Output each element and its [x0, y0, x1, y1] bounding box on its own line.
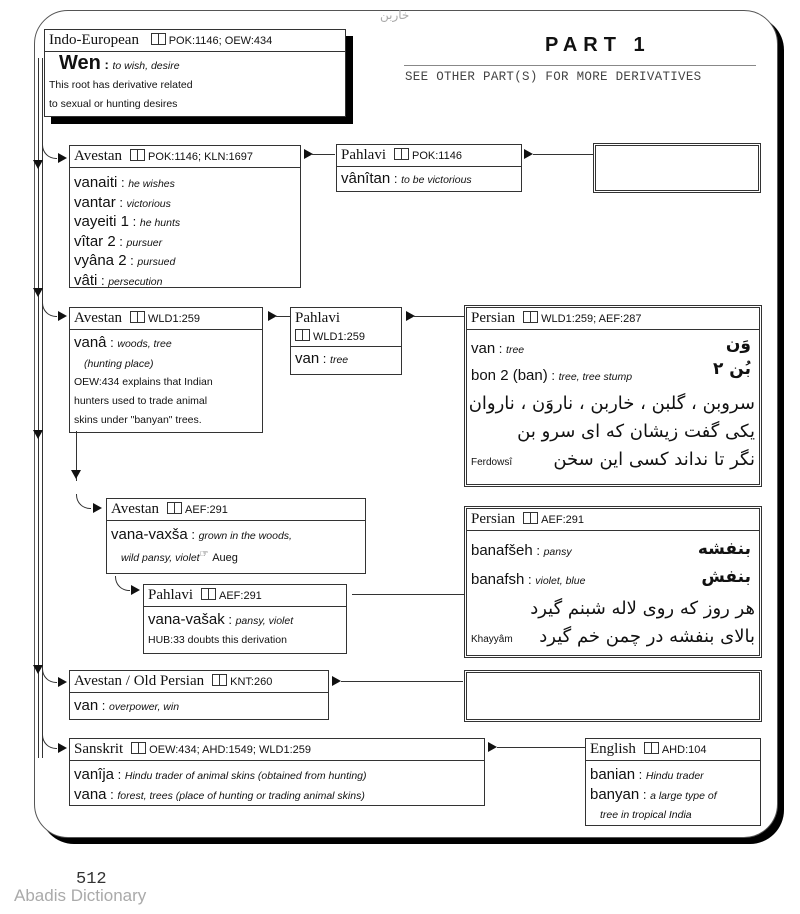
term: vantar	[74, 193, 116, 211]
root-header	[45, 30, 345, 52]
arrow-right	[488, 742, 497, 752]
note: skins under "banyan" trees.	[74, 414, 202, 426]
avestan-box-4: Avestan / Old Persian KNT:260 van : overpower, win	[69, 670, 329, 720]
arrow-right	[58, 153, 67, 163]
term: vyâna 2	[74, 252, 127, 269]
arrow-right	[524, 149, 533, 159]
gloss: tree	[330, 354, 349, 366]
verse-line: نگر تا نداند کسی این سخن	[553, 449, 755, 470]
gloss: grown in the woods,	[198, 530, 292, 542]
avestan-box-2: Avestan WLD1:259 vanâ : woods, tree (hunting place) OEW:434 explains that Indian hunters used to trade animal skins under "banyan" trees.	[69, 307, 263, 433]
term: vana	[74, 785, 107, 803]
book-icon	[644, 742, 659, 754]
term: banyan	[590, 785, 640, 803]
language-label: Avestan	[111, 501, 160, 517]
reference: AEF:291	[185, 504, 228, 516]
root-note: This root has derivative related	[49, 78, 193, 91]
term: vanaiti	[74, 174, 118, 191]
language-label: Avestan / Old Persian	[74, 673, 205, 689]
gloss: to be victorious	[401, 174, 472, 186]
note: hunters used to trade animal	[74, 395, 208, 407]
term: van	[471, 340, 496, 357]
term: van	[295, 350, 320, 367]
note: HUB:33 doubts this derivation	[148, 633, 287, 646]
reference: WLD1:259; AEF:287	[541, 313, 642, 325]
root-term: Wen	[59, 52, 101, 74]
gloss: pansy, violet	[235, 615, 294, 627]
term: vayeiti 1	[74, 213, 130, 230]
book-icon	[167, 502, 182, 514]
page-number: 512	[76, 870, 107, 889]
arrow-right	[131, 585, 140, 595]
note: OEW:434 explains that Indian	[74, 376, 213, 388]
gloss: he hunts	[139, 217, 181, 229]
cross-reference[interactable]: Aueg	[212, 551, 238, 564]
watermark: Abadis Dictionary	[14, 886, 147, 905]
gloss: tree	[506, 344, 525, 356]
term: vana-vašak	[148, 611, 225, 628]
arrow-right	[58, 677, 67, 687]
book-icon	[394, 148, 409, 160]
gloss: a large type of	[650, 789, 717, 802]
book-icon	[212, 674, 227, 686]
reference: POK:1146; KLN:1697	[148, 151, 254, 163]
verse-line: هر روز که روی لاله شبنم گیرد	[530, 598, 755, 619]
gloss: (hunting place)	[84, 357, 154, 370]
term: van	[74, 697, 99, 714]
arrow-right	[58, 743, 67, 753]
part-title: PART 1	[545, 34, 651, 56]
book-icon	[130, 311, 145, 323]
book-icon	[295, 329, 310, 341]
reference: WLD1:259	[148, 313, 201, 325]
root-box: Indo-European POK:1146; OEW:434 Wen : to wish, desire This root has derivative related to sexual or hunting desires	[44, 29, 346, 117]
reference: KNT:260	[230, 676, 273, 688]
arrow-right	[58, 311, 67, 321]
gloss: Hindu trader of animal skins (obtained from hunting)	[124, 770, 367, 782]
persian-term: وَن	[725, 334, 751, 354]
book-icon	[523, 512, 538, 524]
arrow-down	[71, 470, 81, 479]
arrow-down	[33, 430, 43, 439]
english-box: English AHD:104 banian : Hindu trader banyan : a large type of tree in tropical India	[585, 738, 761, 826]
reference: WLD1:259	[313, 331, 365, 343]
arrow-down	[33, 160, 43, 169]
persian-term: بُن ۲	[713, 359, 751, 379]
gloss: tree in tropical India	[600, 809, 692, 821]
reference: OEW:434; AHD:1549; WLD1:259	[149, 744, 311, 756]
pahlavi-box-2: Pahlavi WLD1:259 van : tree	[290, 307, 402, 375]
root-gloss: to wish, desire	[112, 60, 180, 72]
persian-box-2: Persian AEF:291 banafšeh : pansy بنفشه banafsh : violet, blue بنفش هر روز که روی لاله شبنم گیرد بالای بنفشه در چمن خم گیرد Khayyâm	[464, 506, 762, 658]
gloss: tree, tree stump	[558, 371, 633, 383]
gloss: pansy	[543, 546, 572, 558]
avestan-box-1: Avestan POK:1146; KLN:1697 vanaiti : he wishes vantar : victorious vayeiti 1 : he hunts vîtar 2 : pursuer vyâna 2 : pursued vâti : persecution	[69, 145, 301, 288]
gloss: woods, tree	[117, 338, 172, 350]
language-label: Avestan	[74, 310, 123, 326]
book-icon	[131, 742, 146, 754]
pahlavi-box-3: Pahlavi AEF:291 vana-vašak : pansy, violet HUB:33 doubts this derivation	[143, 584, 347, 654]
top-word: خاربن	[380, 8, 410, 22]
persian-box-1: Persian WLD1:259; AEF:287 van : tree وَن bon 2 (ban) : tree, tree stump بُن ۲ سروبن ، گلبن ، خاربن ، ناروَن ، ناروان یکی گفت زیشان که ای سرو بن نگر تا نداند کسی این سخن Ferdowsî	[464, 305, 762, 487]
reference: AEF:291	[541, 514, 584, 526]
gloss: Hindu trader	[645, 770, 704, 782]
poet-citation: Khayyâm	[471, 634, 513, 645]
arrow-right	[93, 503, 102, 513]
term: bon 2 (ban)	[471, 367, 548, 384]
term: banafsh	[471, 571, 525, 588]
gloss: violet, blue	[535, 575, 586, 587]
root-note: to sexual or hunting desires	[49, 97, 178, 110]
see-other-parts: SEE OTHER PART(S) FOR MORE DERIVATIVES	[405, 70, 702, 84]
persian-term: بنفشه	[697, 539, 751, 559]
term: vanîja	[74, 766, 115, 783]
book-icon	[151, 33, 166, 45]
gloss: victorious	[126, 197, 171, 210]
term: vana-vaxša	[111, 526, 188, 543]
term: banafšeh	[471, 542, 533, 559]
gloss: wild pansy, violet	[121, 551, 200, 564]
language-label: Pahlavi	[341, 147, 386, 163]
term: vanâ	[74, 334, 107, 351]
book-icon	[130, 149, 145, 161]
reference: AHD:104	[661, 744, 707, 756]
language-label: Persian	[471, 511, 516, 527]
avestan-box-3: Avestan AEF:291 vana-vaxša : grown in the woods, wild pansy, violet☞ Aueg	[106, 498, 366, 574]
empty-box	[593, 143, 761, 193]
language-label: Pahlavi	[148, 587, 193, 603]
term: vânîtan	[341, 170, 391, 187]
pointing-hand-icon: ☞	[199, 548, 209, 560]
gloss: persecution	[108, 275, 163, 288]
language-label: Sanskrit	[74, 741, 124, 757]
empty-box	[464, 670, 762, 722]
term: vîtar 2	[74, 232, 116, 250]
gloss: forest, trees (place of hunting or trading animal skins)	[117, 789, 365, 802]
book-icon	[523, 311, 538, 323]
term: vâti	[74, 271, 98, 289]
persian-term: بنفش	[701, 567, 751, 587]
reference: POK:1146	[412, 150, 462, 162]
gloss: he wishes	[128, 178, 175, 190]
reference: POK:1146; OEW:434	[168, 35, 273, 47]
verse-line: بالای بنفشه در چمن خم گیرد	[539, 626, 755, 647]
gloss: overpower, win	[109, 701, 180, 713]
term: banian	[590, 766, 636, 783]
language-label: English	[590, 741, 636, 757]
reference: AEF:291	[219, 590, 262, 602]
language-label: Indo-European	[49, 32, 139, 48]
verse-line: سروبن ، گلبن ، خاربن ، ناروَن ، ناروان	[468, 393, 755, 414]
gloss: pursuer	[126, 236, 163, 249]
gloss: pursued	[137, 256, 176, 268]
language-label: Avestan	[74, 148, 123, 164]
arrow-right	[332, 676, 341, 686]
book-icon	[201, 588, 216, 600]
sanskrit-box: Sanskrit OEW:434; AHD:1549; WLD1:259 vanîja : Hindu trader of animal skins (obtained from hunting) vana : forest, trees (place of hunting or trading animal skins)	[69, 738, 485, 806]
verse-line: یکی گفت زیشان که ای سرو بن	[517, 421, 755, 442]
divider	[404, 65, 756, 66]
language-label: Persian	[471, 310, 516, 326]
poet-citation: Ferdowsî	[471, 457, 513, 468]
language-label: Pahlavi	[295, 310, 340, 326]
pahlavi-box-1: Pahlavi POK:1146 vânîtan : to be victorious	[336, 144, 522, 192]
arrow-down	[33, 288, 43, 297]
